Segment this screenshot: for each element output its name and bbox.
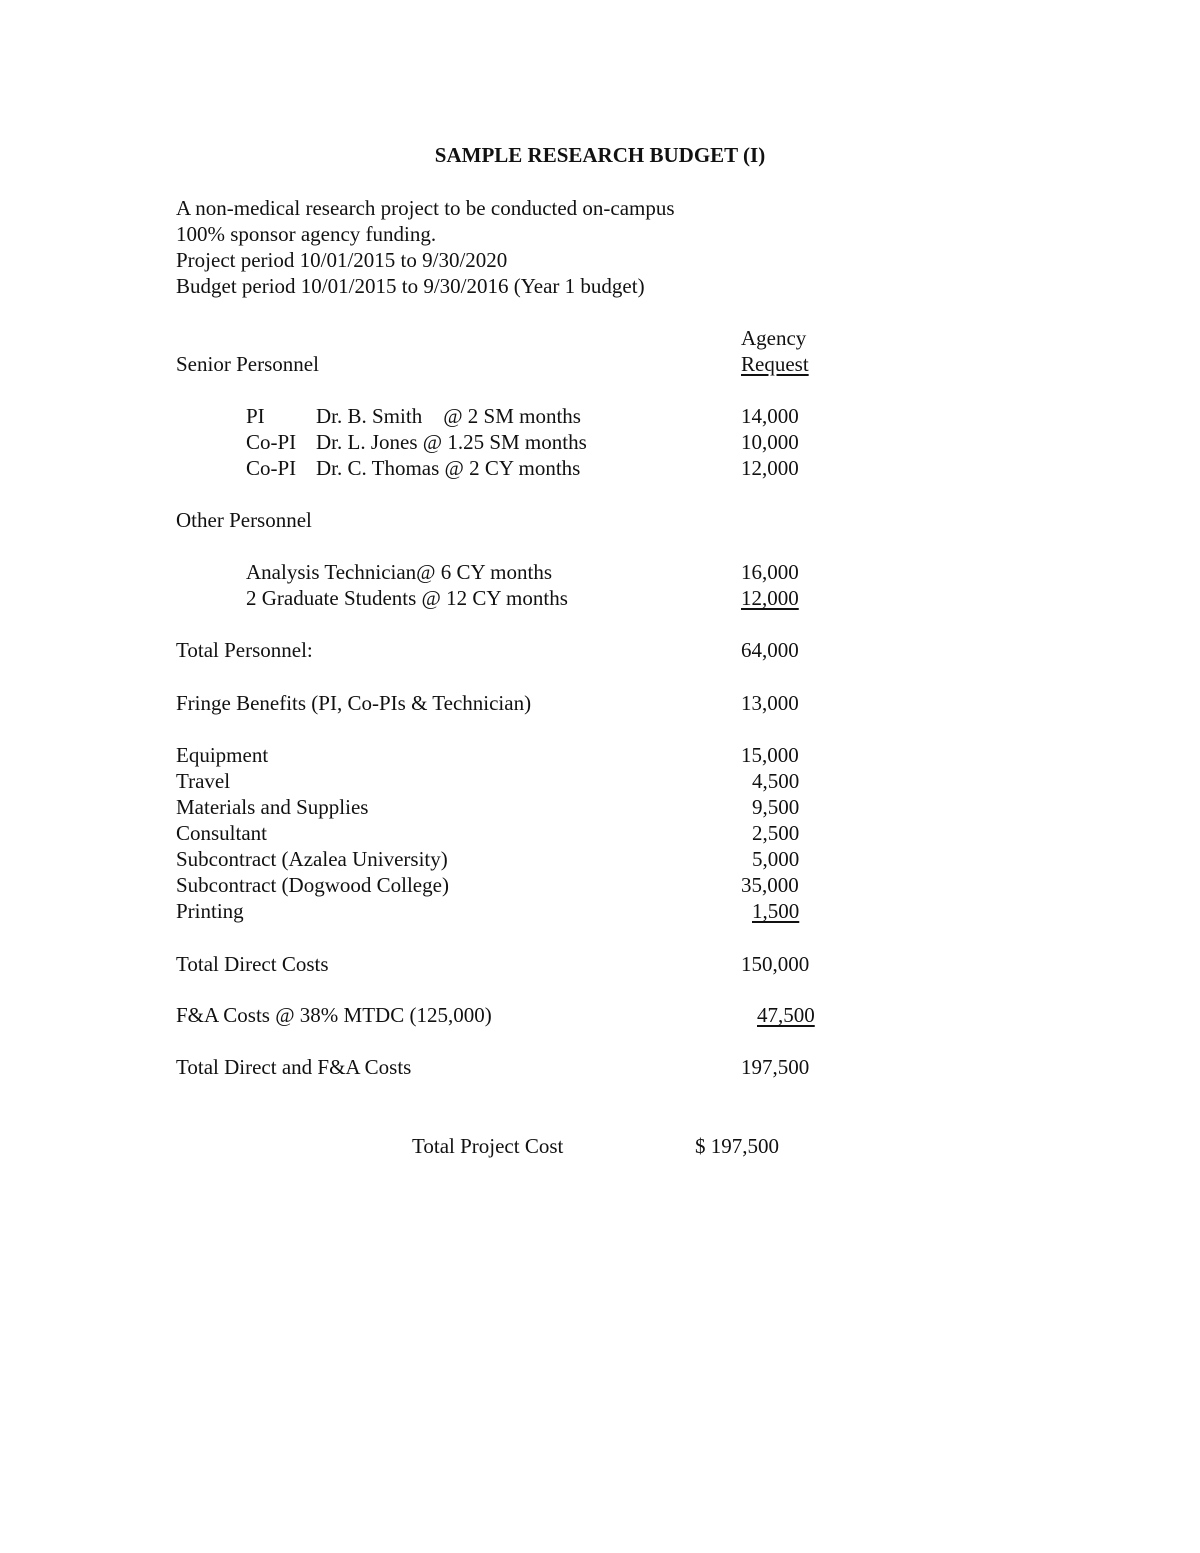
cost-item-label: Consultant [176, 821, 268, 845]
cost-item-amount: 9,500 [752, 795, 800, 819]
fringe-benefits-label: Fringe Benefits (PI, Co-PIs & Technician) [176, 691, 532, 715]
fringe-benefits-amount: 13,000 [741, 691, 799, 715]
personnel-role: Co-PI [246, 430, 297, 454]
personnel-description: 2 Graduate Students @ 12 CY months [246, 586, 568, 610]
intro-line: Budget period 10/01/2015 to 9/30/2016 (Year 1 budget) [176, 274, 645, 298]
intro-line: 100% sponsor agency funding. [176, 222, 437, 246]
cost-item-label: Equipment [176, 743, 269, 767]
personnel-description: Analysis Technician@ 6 CY months [246, 560, 553, 584]
personnel-amount: 12,000 [741, 586, 799, 610]
section-heading-other-personnel: Other Personnel [176, 508, 312, 532]
cost-item-amount: 4,500 [752, 769, 800, 793]
personnel-description: Dr. C. Thomas @ 2 CY months [316, 456, 581, 480]
total-direct-fa-amount: 197,500 [741, 1055, 810, 1079]
personnel-amount: 14,000 [741, 404, 799, 428]
personnel-role: PI [246, 404, 265, 428]
personnel-description: Dr. B. Smith @ 2 SM months [316, 404, 581, 428]
cost-item-label: Subcontract (Azalea University) [176, 847, 448, 871]
total-project-cost-amount: $ 197,500 [695, 1134, 779, 1158]
fa-costs-label: F&A Costs @ 38% MTDC (125,000) [176, 1003, 492, 1027]
document-title: SAMPLE RESEARCH BUDGET (I) [434, 143, 766, 167]
fa-costs-amount: 47,500 [757, 1003, 815, 1027]
cost-item-label: Travel [176, 769, 231, 793]
total-direct-costs-amount: 150,000 [741, 952, 810, 976]
personnel-role: Co-PI [246, 456, 297, 480]
cost-item-amount: 35,000 [741, 873, 799, 897]
total-personnel-label: Total Personnel: [176, 638, 313, 662]
cost-item-amount: 2,500 [752, 821, 800, 845]
cost-item-amount: 1,500 [752, 899, 800, 923]
personnel-description: Dr. L. Jones @ 1.25 SM months [316, 430, 587, 454]
cost-item-label: Subcontract (Dogwood College) [176, 873, 449, 897]
personnel-amount: 12,000 [741, 456, 799, 480]
section-heading-senior-personnel: Senior Personnel [176, 352, 319, 376]
cost-item-label: Materials and Supplies [176, 795, 369, 819]
total-direct-fa-label: Total Direct and F&A Costs [176, 1055, 412, 1079]
total-project-cost-label: Total Project Cost [412, 1134, 564, 1158]
fa-costs-amount-wrap [741, 1002, 815, 1028]
intro-line: Project period 10/01/2015 to 9/30/2020 [176, 248, 508, 272]
cost-item-amount: 5,000 [752, 847, 800, 871]
column-header-request: Request [741, 352, 809, 376]
total-direct-costs-label: Total Direct Costs [176, 952, 329, 976]
cost-item-amount: 15,000 [741, 743, 799, 767]
intro-line: A non-medical research project to be conducted on-campus [176, 196, 675, 220]
personnel-amount: 16,000 [741, 560, 799, 584]
total-personnel-amount: 64,000 [741, 638, 799, 662]
personnel-amount: 10,000 [741, 430, 799, 454]
column-header-agency: Agency [741, 326, 807, 350]
cost-item-label: Printing [176, 899, 244, 923]
